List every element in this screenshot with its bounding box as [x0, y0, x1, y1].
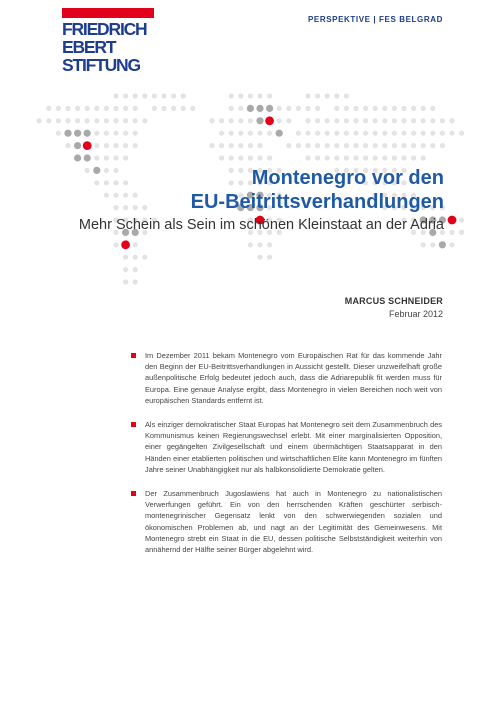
map-dot — [382, 131, 387, 136]
map-dot — [94, 180, 99, 185]
map-dot — [382, 118, 387, 123]
map-dot — [373, 118, 378, 123]
map-dot — [401, 131, 406, 136]
map-dot — [75, 118, 80, 123]
map-dot — [104, 168, 109, 173]
map-dot — [104, 180, 109, 185]
map-dot — [325, 93, 330, 98]
map-dot — [277, 106, 282, 111]
map-dot — [123, 106, 128, 111]
paragraph-text: Der Zusammenbruch Jugoslawiens hat auch in Montenegro zu nationalistischen Verwerfungen geführt. Ein von den herrschenden Kräften geschürter serbisch-montenegrinischer Gegensatz lenkt von den schwerwiegenden sozialen und ökonomischen Problemen ab, und nagt an der Legitimität des Gemeinwesens. Mit Montenegro strebt ein Staat in die EU, dessen politische Selbstständigkeit weiterhin von annähernd der Hälfte seiner Bürger abgelehnt wird. — [145, 489, 442, 555]
map-dot — [392, 143, 397, 148]
map-dot — [248, 118, 253, 123]
map-dot — [256, 105, 263, 112]
map-dot — [257, 93, 262, 98]
paragraph-text: Als einziger demokratischer Staat Europas hat Montenegro seit dem Zusammenbruch des Kommunismus keinen Regierungswechsel erlebt. Mit einer marginalisierten Opposition, einer gegängelten Zivilgesellschaft und einem übermächtigen Staatsapparat in den Händen einer etablierten politischen und wirtschaftlichen Elite kann Montenegro im fünften Jahre seiner Unabhängigkeit nur als halbkonsolidierte Demokratie gelten. — [145, 420, 442, 474]
map-dot — [74, 154, 81, 161]
map-dot — [256, 117, 263, 124]
map-dot — [411, 106, 416, 111]
map-dot — [238, 131, 243, 136]
map-dot — [334, 155, 339, 160]
map-dot — [104, 143, 109, 148]
map-dot — [363, 106, 368, 111]
map-dot — [113, 155, 118, 160]
map-dot-highlight — [121, 240, 130, 249]
map-dot — [123, 93, 128, 98]
map-dot — [449, 230, 454, 235]
map-dot — [325, 118, 330, 123]
map-dot — [334, 118, 339, 123]
map-dot — [133, 205, 138, 210]
map-dot — [449, 242, 454, 247]
map-dot-highlight — [83, 141, 92, 150]
map-dot — [104, 193, 109, 198]
map-dot — [363, 143, 368, 148]
map-dot — [382, 155, 387, 160]
map-dot — [373, 131, 378, 136]
map-dot — [229, 143, 234, 148]
map-dot — [277, 118, 282, 123]
map-dot — [133, 279, 138, 284]
map-dot — [315, 106, 320, 111]
map-dot — [392, 106, 397, 111]
map-dot — [133, 106, 138, 111]
red-square-bullet-icon — [131, 353, 136, 358]
map-dot — [219, 118, 224, 123]
map-dot — [238, 155, 243, 160]
author-name: MARCUS SCHNEIDER — [344, 296, 443, 306]
map-dot — [267, 131, 272, 136]
map-dot — [229, 93, 234, 98]
fes-logo — [62, 8, 154, 75]
map-dot — [133, 193, 138, 198]
map-dot — [238, 106, 243, 111]
map-dot — [325, 143, 330, 148]
map-dot — [257, 143, 262, 148]
map-dot — [229, 131, 234, 136]
map-dot — [104, 106, 109, 111]
map-dot — [113, 106, 118, 111]
map-dot — [113, 168, 118, 173]
map-dot — [286, 106, 291, 111]
map-dot — [449, 118, 454, 123]
map-dot — [248, 155, 253, 160]
map-dot — [113, 193, 118, 198]
map-dot — [353, 143, 358, 148]
red-square-bullet-icon — [131, 422, 136, 427]
map-dot — [286, 118, 291, 123]
map-dot — [94, 131, 99, 136]
map-dot — [325, 155, 330, 160]
map-dot — [363, 118, 368, 123]
map-dot — [296, 143, 301, 148]
map-dot — [142, 93, 147, 98]
map-dot — [229, 155, 234, 160]
map-dot — [459, 230, 464, 235]
map-dot — [305, 106, 310, 111]
map-dot — [334, 131, 339, 136]
map-dot — [267, 155, 272, 160]
map-dot — [315, 155, 320, 160]
summary-paragraph — [131, 488, 442, 555]
map-dot — [104, 131, 109, 136]
map-dot — [238, 93, 243, 98]
summary-section — [131, 350, 442, 568]
map-dot — [161, 106, 166, 111]
logo-line-1: FRIEDRICH — [62, 19, 147, 39]
map-dot — [430, 118, 435, 123]
map-dot — [440, 118, 445, 123]
map-dot — [305, 131, 310, 136]
map-dot — [181, 106, 186, 111]
map-dot — [123, 193, 128, 198]
map-dot — [344, 155, 349, 160]
map-dot — [344, 131, 349, 136]
map-dot — [142, 255, 147, 260]
map-dot — [439, 241, 446, 248]
map-dot — [133, 267, 138, 272]
document-subtitle: Mehr Schein als Sein im schönen Kleinstaat an der Adria — [78, 217, 444, 233]
map-dot — [257, 155, 262, 160]
map-dot — [85, 106, 90, 111]
map-dot — [459, 217, 464, 222]
map-dot — [171, 93, 176, 98]
map-dot — [133, 242, 138, 247]
map-dot — [459, 131, 464, 136]
map-dot — [94, 143, 99, 148]
map-dot — [334, 93, 339, 98]
map-dot — [421, 131, 426, 136]
map-dot — [344, 93, 349, 98]
map-dot — [382, 106, 387, 111]
map-dot — [123, 155, 128, 160]
map-dot — [296, 106, 301, 111]
map-dot — [315, 118, 320, 123]
map-dot — [363, 131, 368, 136]
map-dot — [353, 118, 358, 123]
map-dot — [353, 106, 358, 111]
summary-paragraph — [131, 350, 442, 406]
map-dot — [56, 131, 61, 136]
map-dot — [430, 106, 435, 111]
map-dot — [247, 105, 254, 112]
map-dot — [113, 118, 118, 123]
map-dot — [315, 131, 320, 136]
map-dot — [113, 242, 118, 247]
map-dot — [238, 143, 243, 148]
map-dot — [430, 242, 435, 247]
map-dot — [296, 131, 301, 136]
map-dot — [113, 93, 118, 98]
map-dot — [123, 267, 128, 272]
map-dot — [305, 93, 310, 98]
paragraph-text: Im Dezember 2011 bekam Montenegro vom Europäischen Rat für das kommende Jahr den Beginn der EU-Beitrittsverhandlungen in Aussicht gestellt. Dieser unzweifelhaft große außenpolitische Erfolg bedeutet jedoch auch, dass die Adriarepublik fit werden muss für Europa. Eine genaue Analyse ergibt, dass Montenegro in vielen Bereichen noch weit von europäischen Standards entfernt ist. — [145, 351, 442, 405]
map-dot — [133, 118, 138, 123]
map-dot — [248, 242, 253, 247]
map-dot — [267, 242, 272, 247]
map-dot — [113, 205, 118, 210]
map-dot — [133, 143, 138, 148]
map-dot — [74, 130, 81, 137]
map-dot — [392, 131, 397, 136]
map-dot — [266, 105, 273, 112]
map-dot — [123, 180, 128, 185]
map-dot — [209, 143, 214, 148]
red-square-bullet-icon — [131, 491, 136, 496]
map-dot — [46, 106, 51, 111]
map-dot — [104, 155, 109, 160]
map-dot — [94, 155, 99, 160]
map-dot — [248, 143, 253, 148]
map-dot — [401, 106, 406, 111]
map-dot — [152, 93, 157, 98]
map-dot — [181, 93, 186, 98]
map-dot — [421, 118, 426, 123]
map-dot — [171, 106, 176, 111]
map-dot — [430, 143, 435, 148]
logo-red-bar — [62, 8, 154, 18]
map-dot — [286, 143, 291, 148]
map-dot — [305, 143, 310, 148]
map-dot — [133, 131, 138, 136]
publication-date: Februar 2012 — [388, 309, 443, 319]
map-dot — [219, 143, 224, 148]
map-dot — [46, 118, 51, 123]
map-dot — [75, 106, 80, 111]
map-dot — [85, 168, 90, 173]
map-dot — [123, 131, 128, 136]
map-dot — [344, 118, 349, 123]
map-dot — [94, 106, 99, 111]
map-dot — [373, 106, 378, 111]
map-dot — [104, 118, 109, 123]
map-dot — [401, 118, 406, 123]
map-dot — [257, 131, 262, 136]
map-dot — [113, 180, 118, 185]
map-dot — [421, 106, 426, 111]
map-dot — [449, 131, 454, 136]
map-dot — [401, 155, 406, 160]
title-line-2: EU-Beitrittsverhandlungen — [190, 191, 444, 213]
map-dot — [65, 118, 70, 123]
map-dot — [142, 118, 147, 123]
map-dot — [392, 118, 397, 123]
map-dot — [219, 155, 224, 160]
map-dot — [305, 155, 310, 160]
map-dot — [113, 143, 118, 148]
map-dot — [363, 155, 368, 160]
map-dot — [411, 118, 416, 123]
map-dot — [315, 93, 320, 98]
map-dot — [85, 118, 90, 123]
map-dot — [325, 131, 330, 136]
map-dot — [161, 93, 166, 98]
map-dot — [142, 205, 147, 210]
map-dot — [411, 143, 416, 148]
map-dot — [238, 118, 243, 123]
map-dot — [123, 255, 128, 260]
title-line-1: Montenegro vor den — [251, 167, 444, 189]
map-dot — [123, 143, 128, 148]
map-dot — [344, 143, 349, 148]
summary-paragraph — [131, 419, 442, 475]
map-dot — [152, 106, 157, 111]
map-dot — [305, 118, 310, 123]
map-dot — [421, 242, 426, 247]
map-dot — [392, 155, 397, 160]
map-dot — [411, 131, 416, 136]
map-dot — [209, 118, 214, 123]
map-dot — [334, 143, 339, 148]
map-dot — [94, 118, 99, 123]
map-dot — [229, 118, 234, 123]
map-dot — [123, 118, 128, 123]
map-dot — [334, 106, 339, 111]
document-title — [191, 166, 444, 214]
map-dot-highlight — [448, 216, 457, 225]
map-dot — [430, 131, 435, 136]
map-dot — [74, 142, 81, 149]
map-dot — [133, 255, 138, 260]
map-dot — [133, 93, 138, 98]
map-dot — [84, 154, 91, 161]
map-dot — [421, 155, 426, 160]
map-dot — [257, 255, 262, 260]
map-dot — [382, 143, 387, 148]
map-dot — [93, 167, 100, 174]
map-dot — [65, 143, 70, 148]
logo-line-2: EBERT — [62, 37, 116, 57]
map-dot — [373, 143, 378, 148]
map-dot — [440, 143, 445, 148]
map-dot — [64, 130, 71, 137]
map-dot — [401, 143, 406, 148]
map-dot — [421, 143, 426, 148]
map-dot — [353, 155, 358, 160]
map-dot — [257, 242, 262, 247]
map-dot — [56, 118, 61, 123]
map-dot — [344, 106, 349, 111]
map-dot — [276, 130, 283, 137]
map-dot — [267, 255, 272, 260]
map-dot-highlight — [265, 116, 274, 125]
map-dot — [56, 106, 61, 111]
map-dot — [123, 205, 128, 210]
map-dot — [123, 279, 128, 284]
map-dot — [113, 131, 118, 136]
map-dot — [373, 155, 378, 160]
map-dot — [37, 118, 42, 123]
map-dot — [440, 131, 445, 136]
map-dot — [84, 130, 91, 137]
map-dot — [190, 106, 195, 111]
map-dot — [219, 131, 224, 136]
map-dot — [267, 93, 272, 98]
map-dot — [248, 131, 253, 136]
map-dot — [248, 93, 253, 98]
map-dot — [315, 143, 320, 148]
map-dot — [65, 106, 70, 111]
map-dot — [229, 106, 234, 111]
map-dot — [353, 131, 358, 136]
series-label: PERSPEKTIVE | FES BELGRAD — [307, 15, 443, 24]
map-dot — [411, 155, 416, 160]
logo-line-3: STIFTUNG — [62, 55, 140, 75]
